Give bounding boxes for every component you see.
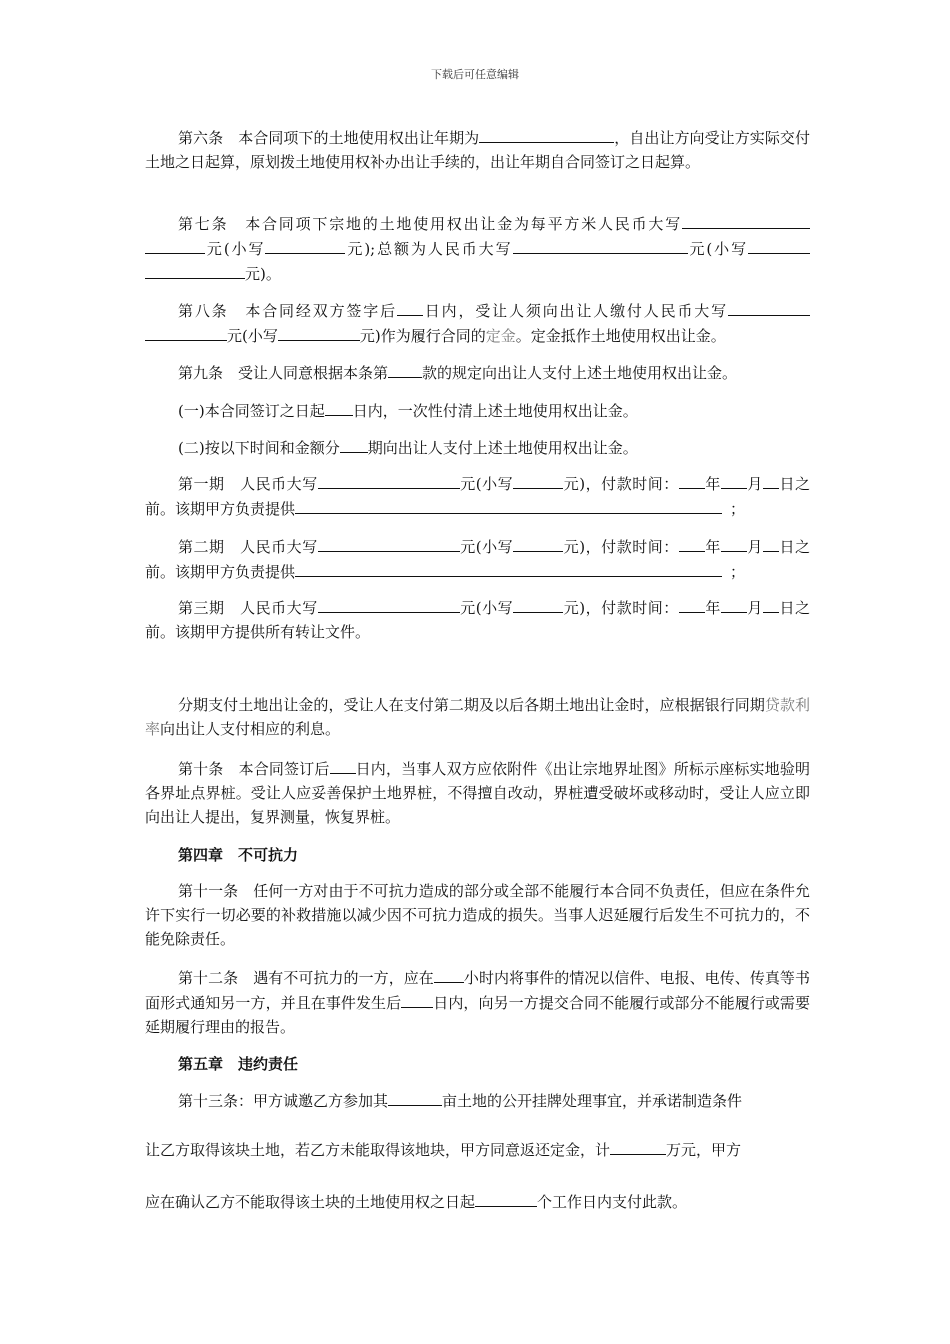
article-8-text-d: 元)作为履行合同的	[359, 327, 486, 345]
article-6	[145, 125, 810, 174]
article-13-line-2	[145, 1137, 810, 1162]
article-6-text-a: 第六条 本合同项下的土地使用权出让年期为	[178, 129, 480, 147]
phase-1-text-d: 日之前。该期甲方负责提供	[145, 475, 810, 518]
blank-phase-1-year[interactable]	[679, 471, 705, 489]
article-12-text-b: 小时内将事件的情况以信件、电报、电传、传真等书面形式通知另一方，并且在事件发生后	[145, 969, 810, 1012]
phase-2-text-b: 元(小写	[459, 538, 514, 556]
phase-2-year-label: 年	[704, 538, 721, 556]
article-13-text-a: 第十三条：甲方诚邀乙方参加其	[178, 1092, 389, 1110]
installment-text-c: 向出让人支付相应的利息。	[160, 720, 341, 738]
phase-2-end: ；	[730, 563, 746, 581]
blank-phase-1-month[interactable]	[721, 471, 747, 489]
article-8-text-c: 元(小写	[227, 327, 278, 345]
article-13-line-3	[145, 1189, 810, 1214]
installment-phase-1	[145, 471, 810, 521]
blank-deposit-words[interactable]	[728, 298, 810, 316]
article-13-text-f: 个工作日内支付此款。	[537, 1193, 688, 1211]
article-13-text-e: 应在确认乙方不能取得该土块的土地使用权之日起	[145, 1193, 476, 1211]
phase-3-label: 第三期 人民币大写	[178, 599, 318, 617]
phase-1-end: ；	[730, 500, 746, 518]
blank-phase-2-month[interactable]	[721, 534, 747, 552]
article-13-text-b: 亩土地的公开挂牌处理事宜，并承诺制造条件	[442, 1092, 743, 1110]
blank-phase-1-figures[interactable]	[513, 471, 563, 489]
article-11: 第十一条 任何一方对由于不可抗力造成的部分或全部不能履行本合同不负责任，但应在条件允许下实行一切必要的补救措施以减少因不可抗力造成的损失。当事人迟延履行后发生不可抗力的，不能免除责任。	[145, 882, 810, 948]
phase-3-month-label: 月	[746, 599, 763, 617]
payment-option-2	[145, 435, 810, 460]
blank-unit-price-words[interactable]	[682, 211, 810, 229]
blank-phase-3-year[interactable]	[679, 595, 705, 613]
blank-phase-3-figures[interactable]	[513, 595, 563, 613]
installment-text-a: 分期支付土地出让金的，受让人在支付第二期及以后各期土地出让金时，应根据银行同期	[178, 696, 765, 714]
blank-phase-3-words[interactable]	[318, 595, 460, 613]
blank-total-figures[interactable]	[748, 236, 810, 254]
phase-2-text-d: 日之前。该期甲方负责提供	[145, 538, 810, 581]
article-10	[145, 756, 810, 829]
article-13-line-1	[145, 1088, 810, 1113]
phase-3-text-b: 元(小写	[459, 599, 514, 617]
phase-2-text-c: 元)，付款时间：	[563, 538, 679, 556]
blank-phase-2-provide[interactable]	[295, 559, 722, 577]
blank-phase-1-provide[interactable]	[295, 496, 722, 514]
blank-deposit-words-cont[interactable]	[145, 323, 227, 341]
blank-installment-count[interactable]	[340, 435, 368, 453]
blank-unit-price-figures[interactable]	[265, 236, 345, 254]
installment-phase-3	[145, 595, 810, 644]
blank-notice-hours[interactable]	[434, 965, 464, 983]
article-7-text-a: 第七条 本合同项下宗地的土地使用权出让金为每平方米人民币大写	[178, 215, 682, 233]
article-7-text-b: 元(小写	[205, 240, 266, 258]
article-13-text-d: 万元，甲方	[666, 1141, 742, 1159]
blank-total-figures-cont[interactable]	[145, 261, 245, 279]
article-7-text-d: 元(小写	[687, 240, 748, 258]
installment-interest	[145, 693, 810, 741]
blank-lump-sum-days[interactable]	[325, 398, 353, 416]
article-8-text-f: 。定金抵作土地使用权出让金。	[515, 327, 726, 345]
blank-phase-3-day[interactable]	[763, 595, 779, 613]
option-2-text-b: 期向出让人支付上述土地使用权出让金。	[367, 439, 638, 457]
article-12-text-c: 日内，向另一方提交合同不能履行或部分不能履行或需要延期履行理由的报告。	[145, 994, 810, 1036]
blank-boundary-days[interactable]	[330, 756, 356, 774]
option-2-text-a: (二)按以下时间和金额分	[178, 439, 340, 457]
blank-clause-number[interactable]	[388, 360, 422, 378]
installment-phase-2	[145, 534, 810, 584]
article-6-text-b: ，自出让方向受让方实际交付土地之日起算，原划拨土地使用权补办出让手续的，出让年期自合同签订之日起算。	[145, 129, 810, 171]
blank-total-words[interactable]	[513, 236, 688, 254]
article-7-text-c: 元);总额为人民币大写	[345, 240, 513, 258]
blank-phase-1-words[interactable]	[318, 471, 460, 489]
phase-3-text-d: 日之前。该期甲方提供所有转让文件。	[145, 599, 810, 641]
article-12-text-a: 第十二条 遇有不可抗力的一方，应在	[178, 969, 434, 987]
article-10-text-b: 日内，当事人双方应依附件《出让宗地界址图》所标示座标实地验明各界址点界桩。受让人应妥善保护土地界桩，不得擅自改动，界桩遭受破坏或移动时，受让人应立即向出让人提出，复界测量，恢复界桩。	[145, 760, 810, 826]
page-header: 下载后可任意编辑	[431, 68, 519, 81]
chapter-5-heading: 第五章 违约责任	[178, 1055, 299, 1073]
deposit-term-link[interactable]: 定金	[485, 327, 516, 345]
blank-phase-1-day[interactable]	[763, 471, 779, 489]
article-8	[145, 298, 810, 348]
blank-land-mu[interactable]	[388, 1088, 442, 1106]
blank-term-years[interactable]	[479, 125, 614, 143]
article-7	[145, 211, 810, 286]
article-10-text-a: 第十条 本合同签订后	[178, 760, 330, 778]
article-8-text-b: 日内，受让人须向出让人缴付人民币大写	[422, 302, 728, 320]
article-8-text-a: 第八条 本合同经双方签字后	[178, 302, 397, 320]
blank-deposit-days[interactable]	[397, 298, 423, 316]
blank-phase-2-day[interactable]	[763, 534, 779, 552]
phase-1-text-b: 元(小写	[459, 475, 514, 493]
blank-phase-2-figures[interactable]	[513, 534, 563, 552]
phase-1-month-label: 月	[746, 475, 763, 493]
chapter-4-heading: 第四章 不可抗力	[178, 846, 299, 864]
article-13-text-c: 让乙方取得该块土地，若乙方未能取得该地块，甲方同意返还定金，计	[145, 1141, 611, 1159]
article-7-text-e: 元)。	[245, 265, 281, 283]
phase-2-month-label: 月	[746, 538, 763, 556]
blank-working-days[interactable]	[475, 1189, 537, 1207]
phase-1-text-c: 元)，付款时间：	[563, 475, 679, 493]
phase-2-label: 第二期 人民币大写	[178, 538, 318, 556]
phase-3-year-label: 年	[704, 599, 721, 617]
phase-1-label: 第一期 人民币大写	[178, 475, 318, 493]
loan-rate-link[interactable]: 贷款利率	[145, 696, 810, 738]
phase-3-text-c: 元)，付款时间：	[563, 599, 679, 617]
phase-1-year-label: 年	[704, 475, 721, 493]
article-9-text-a: 第九条 受让人同意根据本条第	[178, 364, 389, 382]
blank-deposit-figures[interactable]	[278, 323, 360, 341]
blank-phase-3-month[interactable]	[721, 595, 747, 613]
payment-option-1	[145, 398, 810, 423]
blank-refund-amount[interactable]	[610, 1137, 666, 1155]
article-12	[145, 965, 810, 1039]
option-1-text-a: (一)本合同签订之日起	[178, 402, 325, 420]
option-1-text-b: 日内，一次性付清上述土地使用权出让金。	[352, 402, 638, 420]
blank-report-days[interactable]	[401, 990, 433, 1008]
blank-phase-2-words[interactable]	[318, 534, 460, 552]
article-9-text-b: 款的规定向出让人支付上述土地使用权出让金。	[422, 364, 738, 382]
blank-unit-price-words-cont[interactable]	[145, 236, 205, 254]
article-9	[145, 360, 810, 385]
blank-phase-2-year[interactable]	[679, 534, 705, 552]
